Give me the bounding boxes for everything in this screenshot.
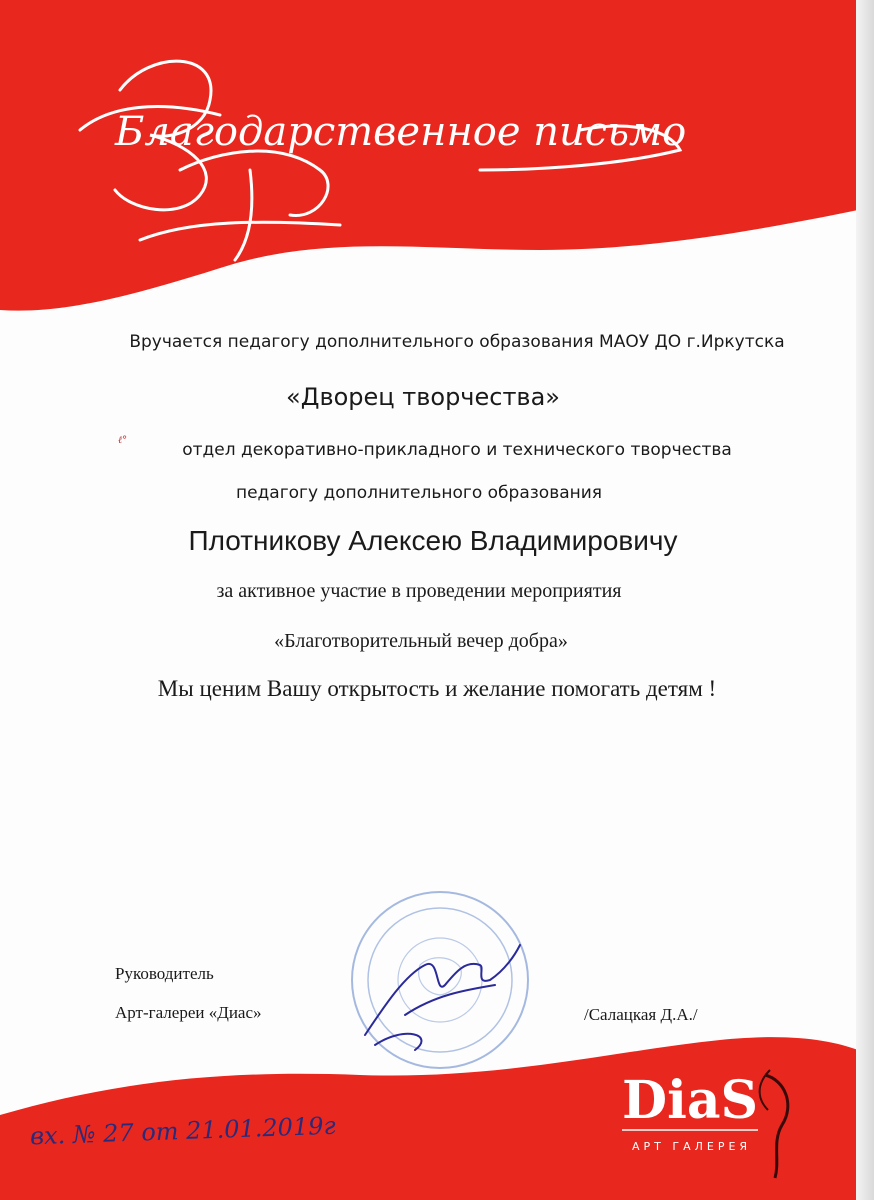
dias-gallery-logo — [560, 1060, 810, 1190]
scan-edge-shadow — [856, 0, 874, 1200]
logo-brand: DiaS — [622, 1070, 759, 1131]
handwritten-signature — [365, 945, 520, 1050]
event-name: «Благотворительный вечер добра» — [274, 630, 568, 652]
logo-subtitle: АРТ ГАЛЕРЕЯ — [632, 1140, 752, 1153]
presented-to-line: Вручается педагогу дополнительного образования МАОУ ДО г.Иркутска — [129, 332, 785, 352]
reason-line: за активное участие в проведении мероприятия — [216, 580, 622, 602]
margin-mark: ℓ° — [118, 435, 128, 446]
signatory-name: /Салацкая Д.А./ — [584, 1005, 698, 1024]
handwritten-registration-note: вх. № 27 от 21.01.2019г — [29, 1111, 337, 1151]
recipient-name: Плотникову Алексею Владимировичу — [188, 525, 678, 556]
certificate-title — [20, 20, 720, 280]
official-stamp — [345, 885, 535, 1075]
title-text: Благодарственное письмо — [115, 109, 687, 155]
thanks-message: Мы ценим Вашу открытость и желание помогать детям ! — [157, 676, 717, 701]
signatory-position-line1: Руководитель — [115, 964, 214, 983]
organization-name: «Дворец творчества» — [286, 383, 560, 411]
role-line: педагогу дополнительного образования — [235, 483, 603, 503]
department-line: отдел декоративно-прикладного и технического творчества — [182, 440, 732, 460]
signatory-position-line2: Арт-галереи «Диас» — [115, 1003, 262, 1022]
